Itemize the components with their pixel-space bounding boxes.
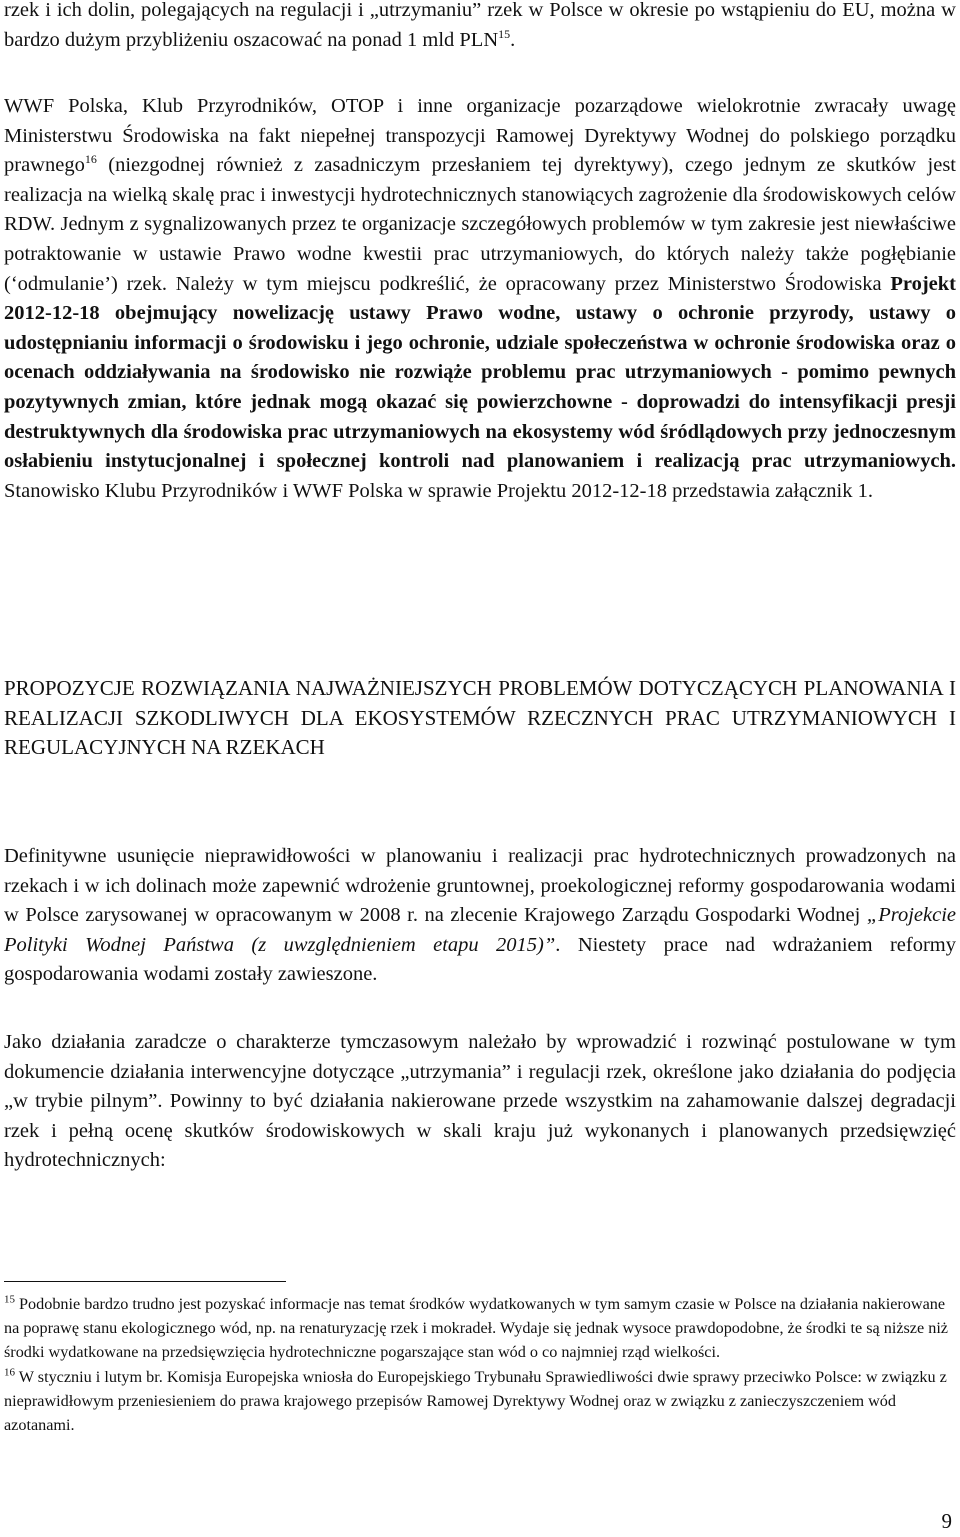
paragraph-reform-text-b: . Niestety prace nad wdrażaniem reformy gospodarowania wodami zostały zawieszone. <box>4 933 956 986</box>
footnote-number: 16 <box>4 1366 15 1379</box>
footnote-text: W styczniu i lutym br. Komisja Europejska wniosła do Europejskiego Trybunału Sprawiedliwości dwie sprawy przeciwko Polsce: w związku z nieprawidłowym przeniesieniem do prawa krajowego przepisów Ramowej Dyrektywy Wodnej oraz w związku z zanieczyszczeniem wód azotanami. <box>4 1367 947 1435</box>
footnote-16 <box>4 1365 956 1438</box>
paragraph-wwf-text-a: WWF Polska, Klub Przyrodników, OTOP i inne organizacje pozarządowe wielokrotnie zwracały uwagę Ministerstwu Środowiska na fakt niepełnej transpozycji Ramowej Dyrektywy Wodnej do polskiego porządku prawnego <box>4 95 956 177</box>
footnote-separator <box>4 1281 286 1282</box>
paragraph-wwf <box>4 92 956 506</box>
footnote-15 <box>4 1292 956 1365</box>
footnotes <box>4 1292 956 1437</box>
paragraph-wwf-bold: Projekt 2012-12-18 obejmujący nowelizację ustawy Prawo wodne, ustawy o ochronie przyrody, ustawy o udostępnianiu informacji o środowisku i jego ochronie, udziale społeczeństwa w ochronie środowiska oraz o ocenach oddziaływania na środowisko nie rozwiąże problemu prac utrzymaniowych - pomimo pewnych pozytywnych zmian, które jednak mogą okazać się powierzchowne - doprowadzi do intensyfikacji presji destruktywnych dla środowiska prac utrzymaniowych na ekosystemy wód śródlądowych przy jednoczesnym osłabieniu instytucjonalnej i społecznej kontroli nad planowaniem i realizacją prac utrzymaniowych. <box>4 272 956 473</box>
paragraph-reform-text-a: Definitywne usunięcie nieprawidłowości w planowaniu i realizacji prac hydrotechnicznych prowadzonych na rzekach i w ich dolinach może zapewnić wdrożenie gruntownej, proekologicznej reformy gospodarowania wodami w Polsce zarysowanej w opracowanym w 2008 r. na zlecenie Krajowego Zarządu Gospodarki Wodnej <box>4 845 956 927</box>
footnote-ref-15[interactable]: 15 <box>498 26 511 41</box>
paragraph-reform-italic: „Projekcie Polityki Wodnej Państwa (z uwzględnieniem etapu 2015)” <box>4 904 956 956</box>
paragraph-intro <box>4 0 956 55</box>
footnote-number: 15 <box>4 1293 15 1306</box>
footnote-text: Podobnie bardzo trudno jest pozyskać informacje nas temat środków wydatkowanych w tym samym czasie w Polsce na działania nakierowane na poprawę stanu ekologicznego wód, np. na renaturyzację rzek i mokradeł. Wydaje się jednak wysoce prawdopodobne, że środki te są niższe niż środki wydatkowane na przedsięwzięcia hydrotechniczne pogarszające stan wód o co najmniej rząd wielkości. <box>4 1295 948 1362</box>
paragraph-wwf-text-b: (niezgodnej również z zasadniczym przesłaniem tej dyrektywy), czego jednym ze skutków jest realizacja na wielką skalę prac i inwestycji hydrotechnicznych stanowiących zagrożenie dla środowiskowych celów RDW. Jednym z sygnalizowanych przez te organizacje szczegółowych problemów w tym zakresie jest niewłaściwe potraktowanie w ustawie Prawo wodne kwestii prac utrzymaniowych, do których należy także pogłębianie (‘odmulanie’) rzek. Należy w tym miejscu podkreślić, że opracowany przez Ministerstwo Środowiska <box>4 154 956 295</box>
paragraph-reform <box>4 842 956 990</box>
footnote-ref-16[interactable]: 16 <box>84 152 97 167</box>
paragraph-intro-end: . <box>510 28 516 51</box>
section-heading: PROPOZYCJE ROZWIĄZANIA NAJWAŻNIEJSZYCH PROBLEMÓW DOTYCZĄCYCH PLANOWANIA I REALIZACJI SZKODLIWYCH DLA EKOSYSTEMÓW RZECZNYCH PRAC UTRZYMANIOWYCH I REGULACYJNYCH NA RZEKACH <box>4 676 956 759</box>
paragraph-wwf-text-c: Stanowisko Klubu Przyrodników i WWF Polska w sprawie Projektu 2012-12-18 przedstawia załącznik 1. <box>4 479 874 502</box>
page-number: 9 <box>941 1509 952 1533</box>
paragraph-remedial: Jako działania zaradcze o charakterze tymczasowym należało by wprowadzić i rozwinąć postulowane w tym dokumencie działania interwencyjne dotyczące „utrzymania” i regulacji rzek, określone jako działania do podjęcia „w trybie pilnym”. Powinny to być działania nakierowane przede wszystkim na zahamowanie dalszej degradacji rzek i pełną ocenę skutków środowiskowych w skali kraju już wykonanych i planowanych przedsięwzięć hydrotechnicznych: <box>4 1031 956 1172</box>
paragraph-intro-text: rzek i ich dolin, polegających na regulacji i „utrzymaniu” rzek w Polsce w okresie po wstąpieniu do EU, można w bardzo dużym przybliżeniu oszacować na ponad 1 mld PLN <box>4 0 956 51</box>
